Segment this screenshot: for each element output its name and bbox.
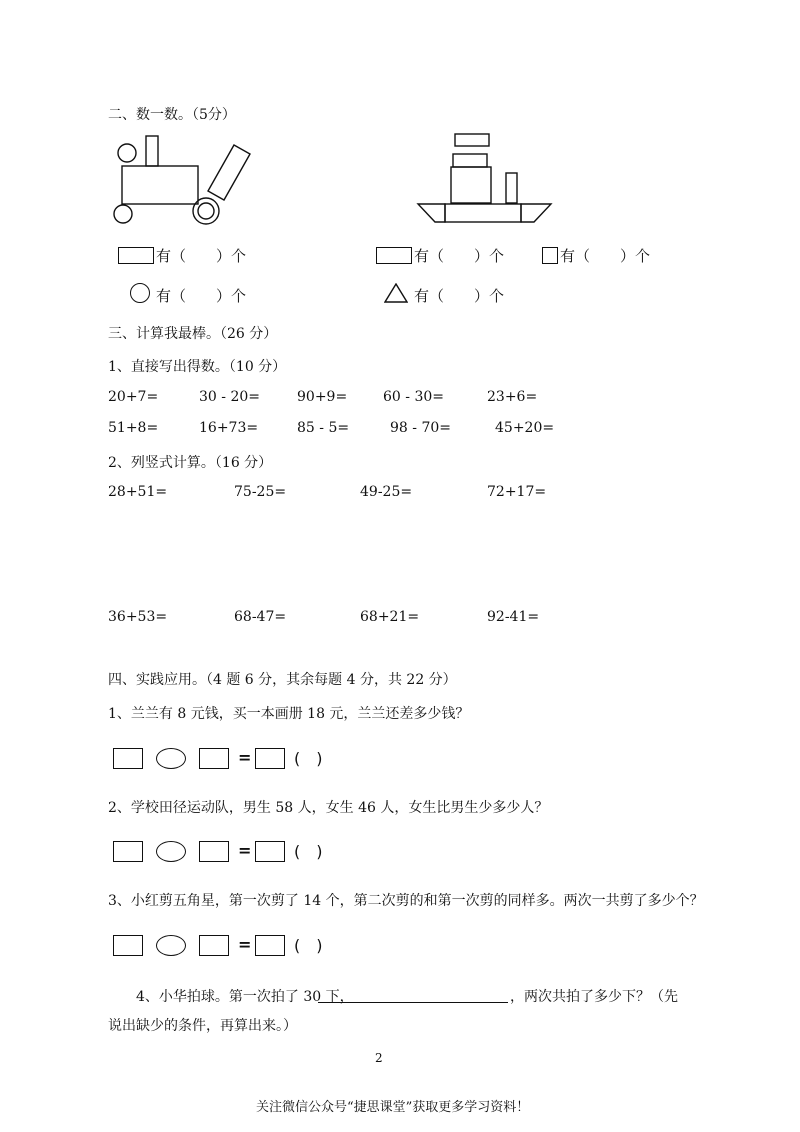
boat-mast-rect <box>506 173 517 203</box>
triangle-icon <box>384 283 408 303</box>
question-1: 1、兰兰有 8 元钱，买一本画册 18 元，兰兰还差多少钱？ <box>108 706 470 722</box>
vertical-problem: 72+17= <box>487 484 547 500</box>
equals-sign: = <box>238 748 252 767</box>
triangle-count: 有（ ）个 <box>414 287 505 305</box>
boat-right-triangle <box>521 204 551 222</box>
unit-parentheses[interactable]: ( ) <box>294 749 323 768</box>
operator-oval[interactable] <box>156 841 186 862</box>
oral-problem: 20+7= <box>108 389 159 405</box>
rectangle-icon <box>376 247 412 264</box>
operator-oval[interactable] <box>156 748 186 769</box>
result-box[interactable] <box>255 935 285 956</box>
tractor-head-circle <box>118 144 136 162</box>
oral-problem: 16+73= <box>199 420 259 436</box>
result-box[interactable] <box>255 841 285 862</box>
result-box[interactable] <box>255 748 285 769</box>
tractor-chimney-rect <box>146 136 158 166</box>
circle-count: 有（ ）个 <box>156 287 247 305</box>
footer-note: 关注微信公众号“捷思课堂”获取更多学习资料！ <box>256 1100 530 1115</box>
operator-oval[interactable] <box>156 935 186 956</box>
circle-icon <box>130 283 150 303</box>
tractor-small-wheel <box>114 205 132 223</box>
part2-title: 2、列竖式计算。（16 分） <box>108 455 273 471</box>
boat-top-rect <box>455 134 489 146</box>
question-2: 2、学校田径运动队，男生 58 人，女生 46 人，女生比男生少多少人？ <box>108 800 549 816</box>
answer-box[interactable] <box>113 841 143 862</box>
rectangle-count-1: 有（ ）个 <box>156 247 247 265</box>
vertical-problem: 75-25= <box>234 484 287 500</box>
vertical-problem: 28+51= <box>108 484 168 500</box>
boat-middle-rect <box>453 154 487 167</box>
vertical-problem: 49-25= <box>360 484 413 500</box>
vertical-problem: 68-47= <box>234 609 287 625</box>
vertical-problem: 68+21= <box>360 609 420 625</box>
answer-box[interactable] <box>199 841 229 862</box>
oral-problem: 90+9= <box>297 389 348 405</box>
question-4-part1: 4、小华拍球。第一次拍了 30 下， <box>136 989 354 1005</box>
equals-sign: = <box>238 935 252 954</box>
question-3: 3、小红剪五角星，第一次剪了 14 个，第二次剪的和第一次剪的同样多。两次一共剪了多少个？ <box>108 893 704 909</box>
unit-parentheses[interactable]: ( ) <box>294 842 323 861</box>
equals-sign: = <box>238 841 252 860</box>
question-4-line2: 说出缺少的条件，再算出来。） <box>108 1018 297 1034</box>
boat-figure <box>410 128 560 228</box>
boat-hull-rect <box>445 204 521 222</box>
oral-problem: 23+6= <box>487 389 538 405</box>
oral-problem: 85 - 5= <box>297 420 350 436</box>
missing-condition-blank[interactable] <box>318 1002 508 1003</box>
answer-box[interactable] <box>199 748 229 769</box>
oral-problem: 51+8= <box>108 420 159 436</box>
part1-title: 1、直接写出得数。（10 分） <box>108 359 287 375</box>
unit-parentheses[interactable]: ( ) <box>294 936 323 955</box>
tractor-figure <box>100 128 260 228</box>
rectangle-icon <box>118 247 154 264</box>
answer-box[interactable] <box>113 748 143 769</box>
oral-problem: 98 - 70= <box>390 420 451 436</box>
section3-title: 三、计算我最棒。（26 分） <box>108 326 278 342</box>
section2-title: 二、数一数。（5分） <box>108 107 236 123</box>
question-4-part2: ，两次共拍了多少下？（先 <box>510 989 678 1005</box>
answer-box[interactable] <box>113 935 143 956</box>
oral-problem: 60 - 30= <box>383 389 444 405</box>
answer-box[interactable] <box>199 935 229 956</box>
vertical-problem: 92-41= <box>487 609 540 625</box>
square-icon <box>542 247 558 264</box>
rectangle-count-2: 有（ ）个 <box>414 247 505 265</box>
boat-cabin-rect <box>451 167 491 203</box>
oral-problem: 30 - 20= <box>199 389 260 405</box>
page-number: 2 <box>375 1051 383 1065</box>
section4-title: 四、实践应用。（4 题 6 分，其余每题 4 分，共 22 分） <box>108 672 457 688</box>
tractor-big-wheel-outer <box>193 198 219 224</box>
tractor-big-wheel-inner <box>198 203 214 219</box>
oral-problem: 45+20= <box>495 420 555 436</box>
tractor-arm-rect <box>208 145 250 200</box>
vertical-problem: 36+53= <box>108 609 168 625</box>
square-count: 有（ ）个 <box>560 247 651 265</box>
boat-left-triangle <box>418 204 445 222</box>
tractor-body-rect <box>122 166 198 204</box>
